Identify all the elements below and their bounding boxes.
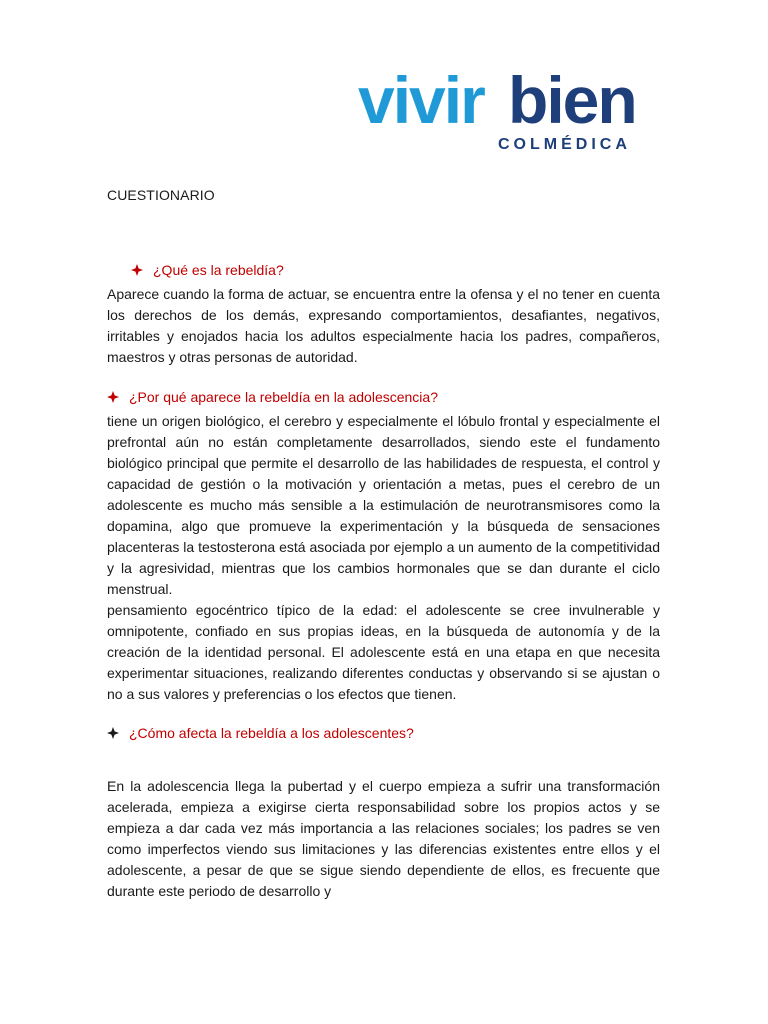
diamond-bullet-icon [107, 727, 119, 739]
diamond-bullet-icon [131, 264, 143, 276]
answer-2-paragraph-1: tiene un origen biológico, el cerebro y especialmente el lóbulo frontal y especialmente el prefrontal aún no están completamente desarrollados, siendo este el fundamento biológico principal que permite el desarrollo de las habilidades de respuesta, el control y capacidad de gestión o la motivación y orientación a metas, pues el cerebro de un adolescente es mucho más sensible a la estimulación de neurotransmisores como la dopamina, algo que promueve la experimentación y la búsqueda de sensaciones placenteras la testosterona está asociada por ejemplo a un aumento de la competitividad y la agresividad, mientras que los cambios hormonales que se dan durante el ciclo menstrual. [107, 413, 660, 597]
question-1-text: ¿Qué es la rebeldía? [153, 262, 284, 278]
question-2 [107, 389, 438, 405]
question-2-text: ¿Por qué aparece la rebeldía en la adolescencia? [129, 389, 438, 405]
answer-1-paragraph-1: Aparece cuando la forma de actuar, se encuentra entre la ofensa y el no tener en cuenta los derechos de los demás, expresando comportamientos, desafiantes, negativos, irritables y enojados hacia los adultos especialmente hacia los padres, compañeros, maestros y otras personas de autoridad. [107, 286, 660, 365]
question-1 [131, 262, 284, 278]
logo-subtitle: COLMÉDICA [498, 136, 631, 153]
question-3-text: ¿Cómo afecta la rebeldía a los adolescentes? [129, 725, 414, 741]
question-3 [107, 725, 414, 741]
answer-3-paragraph-1: En la adolescencia llega la pubertad y el cuerpo empieza a sufrir una transformación acelerada, empieza a exigirse cierta responsabilidad sobre los propios actos y se empieza a dar cada vez más importancia a las relaciones sociales; los padres se ven como imperfectos viendo sus limitaciones y las diferencias existentes entre ellos y el adolescente, a pesar de que se sigue siendo dependiente de ellos, es frecuente que durante este periodo de desarrollo y [107, 778, 660, 899]
logo-word-accent: bien [508, 68, 636, 137]
logo-word-main: vivir [358, 68, 484, 137]
diamond-bullet-icon [107, 391, 119, 403]
answer-2-paragraph-2: pensamiento egocéntrico típico de la edad: el adolescente se cree invulnerable y omnipotente, confiado en sus propias ideas, en la búsqueda de autonomía y de la creación de la identidad personal. El adolescente está en una etapa en que necesita experimentar situaciones, realizando diferentes conductas y observando si se ajustan o no a sus valores y preferencias o los efectos que tienen. [107, 602, 660, 702]
vivirbien-logo [358, 68, 658, 158]
document-heading: CUESTIONARIO [107, 187, 215, 203]
